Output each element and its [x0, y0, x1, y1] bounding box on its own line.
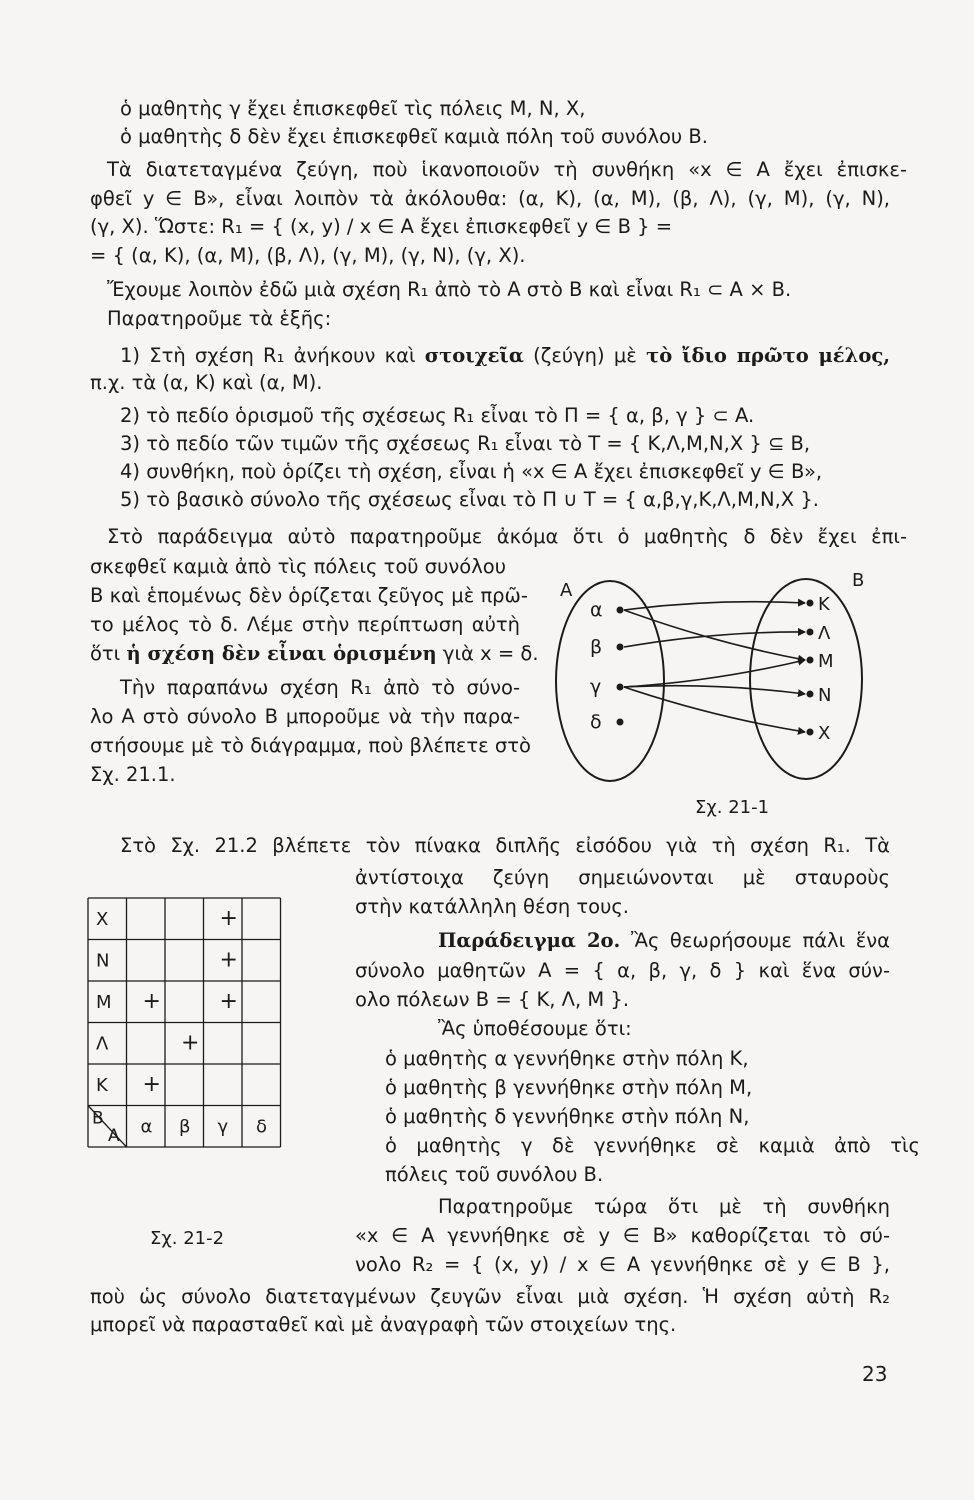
text-line: το μέλος τὸ δ. Λέμε στὴν περίπτωση αὐτὴ	[90, 613, 520, 636]
text-line: στήσουμε μὲ τὸ διάγραμμα, ποὺ βλέπετε στὸ	[90, 734, 531, 757]
set-b-element: Λ	[818, 623, 831, 644]
text-run: γιὰ x = δ.	[442, 642, 539, 665]
text-line: 5) τὸ βασικὸ σύνολο τῆς σχέσεως εἶναι τὸ Π ∪ Τ = { α,β,γ,Κ,Λ,Μ,Ν,Χ }.	[120, 488, 819, 511]
text-line: Στὸ Σχ. 21.2 βλέπετε τὸν πίνακα διπλῆς εἰσόδου γιὰ τὴ σχέση R₁. Τὰ	[120, 834, 890, 857]
double-entry-table	[80, 890, 330, 1210]
text-line	[438, 928, 890, 954]
figure-caption: Σχ. 21-2	[150, 1228, 225, 1249]
text-line: ποὺ ὡς σύνολο διατεταγμένων ζευγῶν εἶναι μιὰ σχέση. Ἡ σχέση αὐτὴ R₂	[90, 1285, 890, 1308]
text-line: ὁ μαθητὴς β γεννήθηκε στὴν πόλη Μ,	[385, 1076, 753, 1099]
text-line: Β καὶ ἑπομένως δὲν ὁρίζεται ζεῦγος μὲ πρῶ-	[90, 584, 528, 607]
set-a-point	[617, 607, 624, 614]
text-line: π.χ. τὰ (α, Κ) καὶ (α, Μ).	[90, 371, 323, 394]
figure-caption: Σχ. 21-1	[695, 797, 770, 818]
set-a-element: β	[590, 636, 603, 658]
text-line: μπορεῖ νὰ παρασταθεῖ καὶ μὲ ἀναγραφὴ τῶν στοιχείων της.	[90, 1313, 677, 1336]
set-a-ellipse	[556, 581, 664, 781]
text-line: «x ∈ A γεννήθηκε σὲ y ∈ B» καθορίζεται τὸ σύ-	[355, 1224, 890, 1247]
text-run: Ἂς θεωρήσουμε πάλι ἕνα	[630, 929, 890, 952]
set-a-point	[617, 684, 624, 691]
text-line: φθεῖ y ∈ B», εἶναι λοιπὸν τὰ ἀκόλουθα: (α, Κ), (α, Μ), (β, Λ), (γ, Μ), (γ, Ν),	[90, 187, 890, 210]
text-line: 2) τὸ πεδίο ὁρισμοῦ τῆς σχέσεως R₁ εἶναι τὸ Π = { α, β, γ } ⊂ A.	[120, 404, 755, 427]
cross-mark: +	[181, 1030, 200, 1056]
text-line	[120, 343, 890, 369]
relation-arrow	[624, 602, 805, 610]
table-marks	[143, 906, 238, 1097]
text-line: πόλεις τοῦ συνόλου Β.	[385, 1163, 604, 1186]
bold-term: στοιχεῖα	[424, 344, 524, 367]
text-line: Τὰ διατεταγμένα ζεύγη, ποὺ ἱκανοποιοῦν τὴ συνθήκη «x ∈ A ἔχει ἐπισκε-	[107, 158, 907, 181]
text-line: λο Α στὸ σύνολο Β μποροῦμε νὰ τὴν παρα-	[90, 705, 520, 728]
text-line: ολο πόλεων Β = { Κ, Λ, Μ }.	[355, 988, 630, 1011]
text-run: 1) Στὴ σχέση R₁ ἀνήκουν καὶ	[120, 344, 416, 367]
bold-term: τὸ ἴδιο πρῶτο μέλος,	[646, 344, 891, 367]
text-line: ὁ μαθητὴς δ γεννήθηκε στὴν πόλη Ν,	[385, 1105, 750, 1128]
set-b-element: N	[818, 685, 832, 706]
set-a-element: α	[590, 599, 603, 621]
text-line: Τὴν παραπάνω σχέση R₁ ἀπὸ τὸ σύνο-	[120, 676, 520, 699]
relation-arrow	[624, 660, 805, 687]
text-line: Στὸ παράδειγμα αὐτὸ παρατηροῦμε ἀκόμα ὅτι ὁ μαθητὴς δ δὲν ἔχει ἐπι-	[107, 525, 907, 548]
bold-term: Παράδειγμα 2ο.	[438, 929, 621, 952]
corner-label-b: B	[92, 1108, 104, 1129]
set-b-point	[807, 657, 814, 664]
text-line: Παρατηροῦμε τώρα ὅτι μὲ τὴ συνθήκη	[438, 1195, 890, 1218]
set-b-label: B	[852, 570, 865, 591]
relation-arrow	[624, 686, 805, 694]
text-line: ὁ μαθητὴς α γεννήθηκε στὴν πόλη Κ,	[385, 1047, 749, 1070]
set-b-point	[807, 729, 814, 736]
set-a-label: A	[560, 580, 573, 601]
text-line: σύνολο μαθητῶν Α = { α, β, γ, δ } καὶ ἕνα σύν-	[355, 959, 890, 982]
table-labels	[92, 909, 267, 1146]
text-line: = { (α, Κ), (α, Μ), (β, Λ), (γ, Μ), (γ, Ν), (γ, Χ).	[90, 244, 526, 267]
text-line: Ἔχουμε λοιπὸν ἐδῶ μιὰ σχέση R₁ ἀπὸ τὸ Α στὸ Β καὶ εἶναι R₁ ⊂ A × B.	[107, 278, 792, 301]
set-b-element: K	[818, 594, 830, 615]
text-line: ὁ μαθητὴς δ δὲν ἔχει ἐπισκεφθεῖ καμιὰ πόλη τοῦ συνόλου Β.	[120, 125, 708, 148]
arrow-diagram	[548, 560, 888, 790]
row-label: N	[96, 950, 110, 972]
text-line: νολο R₂ = { (x, y) / x ∈ A γεννήθηκε σὲ y ∈ B },	[355, 1253, 890, 1276]
cross-mark: +	[219, 988, 238, 1014]
text-run: ὅτι	[90, 642, 121, 665]
text-line: στὴν κατάλληλη θέση τους.	[355, 895, 630, 918]
col-label: γ	[217, 1116, 229, 1138]
relation-arrow	[624, 687, 805, 732]
corner-label-a: A	[108, 1126, 120, 1146]
diagram-arrows	[624, 602, 805, 732]
set-a-element: γ	[590, 676, 602, 698]
text-line: Παρατηροῦμε τὰ ἑξῆς:	[107, 307, 332, 330]
row-label: K	[96, 1075, 108, 1096]
col-label: β	[179, 1116, 191, 1138]
col-label: α	[140, 1116, 153, 1138]
text-line: ἀντίστοιχα ζεύγη σημειώνονται μὲ σταυροὺς	[355, 866, 890, 889]
set-b-point	[807, 691, 814, 698]
table-grid	[88, 898, 281, 1147]
row-label: M	[96, 992, 112, 1013]
text-line: Ἂς ὑποθέσουμε ὅτι:	[438, 1017, 632, 1040]
cross-mark: +	[142, 988, 161, 1014]
text-line: ὁ μαθητὴς γ δὲ γεννήθηκε σὲ καμιὰ ἀπὸ τὶς	[385, 1134, 920, 1157]
set-b-point	[807, 629, 814, 636]
row-label: Λ	[96, 1033, 109, 1055]
page-number: 23	[862, 1362, 888, 1386]
set-b-element: M	[818, 651, 834, 672]
set-b-ellipse	[750, 579, 862, 779]
diagram-points	[590, 594, 834, 744]
col-label: δ	[256, 1116, 268, 1138]
row-label: X	[96, 909, 109, 930]
cross-mark: +	[142, 1071, 161, 1097]
text-line: 3) τὸ πεδίο τῶν τιμῶν τῆς σχέσεως R₁ εἶναι τὸ Τ = { Κ,Λ,Μ,Ν,Χ } ⊆ B,	[120, 432, 811, 455]
text-line: Σχ. 21.1.	[90, 763, 176, 786]
text-line: ὁ μαθητὴς γ ἔχει ἐπισκεφθεῖ τὶς πόλεις Μ, Ν, Χ,	[120, 97, 586, 120]
set-a-element: δ	[590, 711, 602, 733]
cross-mark: +	[219, 947, 238, 973]
set-a-point	[617, 719, 624, 726]
text-line	[90, 641, 539, 667]
set-b-element: X	[818, 723, 831, 744]
set-a-point	[617, 644, 624, 651]
text-line: σκεφθεῖ καμιὰ ἀπὸ τὶς πόλεις τοῦ συνόλου	[90, 555, 506, 578]
bold-term: ἡ σχέση δὲν εἶναι ὁρισμένη	[126, 642, 437, 665]
text-line: 4) συνθήκη, ποὺ ὁρίζει τὴ σχέση, εἶναι ἡ «x ∈ A ἔχει ἐπισκεφθεῖ y ∈ B»,	[120, 460, 823, 483]
set-b-point	[807, 600, 814, 607]
text-line: (γ, Χ). Ὥστε: R₁ = { (x, y) / x ∈ A ἔχει ἐπισκεφθεῖ y ∈ B } =	[90, 215, 673, 238]
text-run: (ζεύγη) μὲ	[533, 344, 637, 367]
cross-mark: +	[219, 905, 238, 931]
